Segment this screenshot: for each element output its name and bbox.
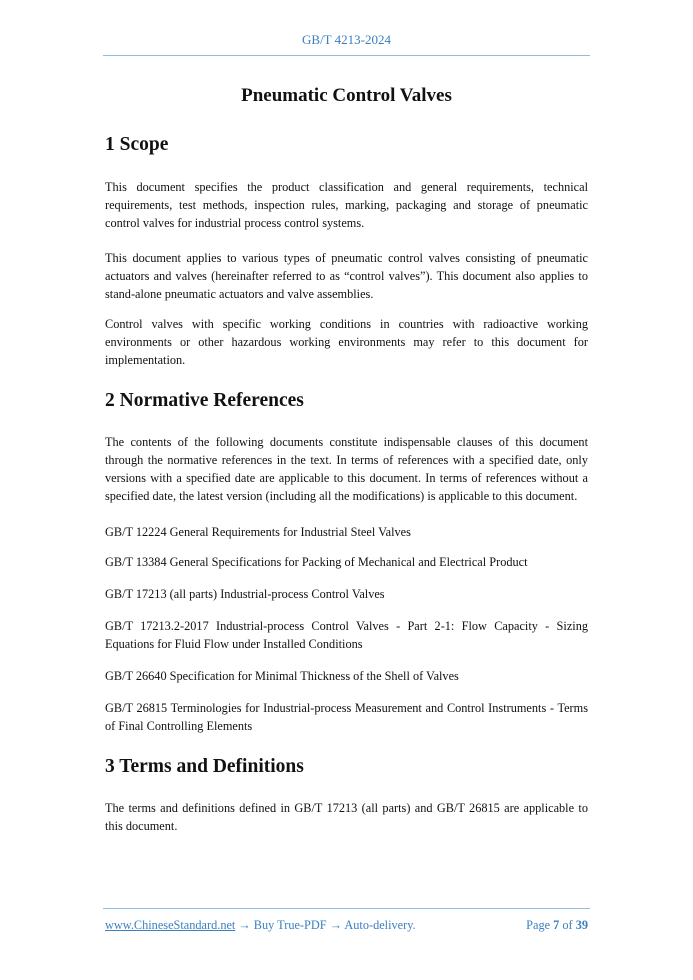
paragraph: Control valves with specific working conditions in countries with radioactive working environments or other hazardous working environments may refer to this document for implementation. — [105, 317, 588, 367]
section-heading: 3 Terms and Definitions — [105, 756, 304, 777]
header-doc-id: GB/T 4213-2024 — [302, 32, 391, 47]
paragraph: This document specifies the product classification and general requirements, technical requirements, test methods, inspection rules, marking, packaging and storage of pneumatic control valves for industrial process control systems. — [105, 180, 588, 230]
footer-promo — [105, 918, 416, 933]
paragraph: The terms and definitions defined in GB/T 17213 (all parts) and GB/T 26815 are applicable to this document. — [105, 801, 588, 833]
buy-text: Buy True-PDF — [253, 918, 327, 932]
page-title: Pneumatic Control Valves — [241, 85, 452, 106]
reference-item: GB/T 17213 (all parts) Industrial-process Control Valves — [105, 587, 385, 601]
section-heading: 2 Normative References — [105, 390, 304, 411]
total-pages: 39 — [575, 918, 588, 932]
arrow-right-icon: → — [238, 918, 251, 932]
of-label: of — [562, 918, 573, 932]
paragraph: This document applies to various types of pneumatic control valves consisting of pneumatic actuators and valves (hereinafter referred to as “control valves”). This document also applies to stand-alone pneumatic actuators and valve assemblies. — [105, 251, 588, 301]
page-label: Page — [526, 918, 551, 932]
website-link[interactable]: www.ChineseStandard.net — [105, 918, 236, 932]
reference-item: GB/T 13384 General Specifications for Packing of Mechanical and Electrical Product — [105, 555, 528, 569]
section-heading: 1 Scope — [105, 134, 169, 155]
paragraph: The contents of the following documents constitute indispensable clauses of this document through the normative references in the text. In terms of references with a specified date, only versions with a specified date are applicable to this document. In terms of references without a specified date, the latest version (including all the modifications) is applicable to this document. — [105, 435, 588, 503]
reference-item: GB/T 26815 Terminologies for Industrial-process Measurement and Control Instruments - Terms of Final Controlling Elements — [105, 701, 588, 733]
delivery-text: Auto-delivery. — [344, 918, 416, 932]
current-page: 7 — [553, 918, 560, 932]
reference-item: GB/T 12224 General Requirements for Industrial Steel Valves — [105, 525, 411, 539]
arrow-right-icon: → — [329, 918, 342, 932]
reference-item: GB/T 26640 Specification for Minimal Thickness of the Shell of Valves — [105, 669, 459, 683]
reference-item: GB/T 17213.2-2017 Industrial-process Control Valves - Part 2-1: Flow Capacity - Sizing Equations for Fluid Flow under Installed Conditions — [105, 619, 588, 651]
footer — [105, 918, 588, 933]
footer-divider — [103, 908, 590, 909]
page-number — [526, 918, 588, 933]
header-divider — [103, 55, 590, 56]
